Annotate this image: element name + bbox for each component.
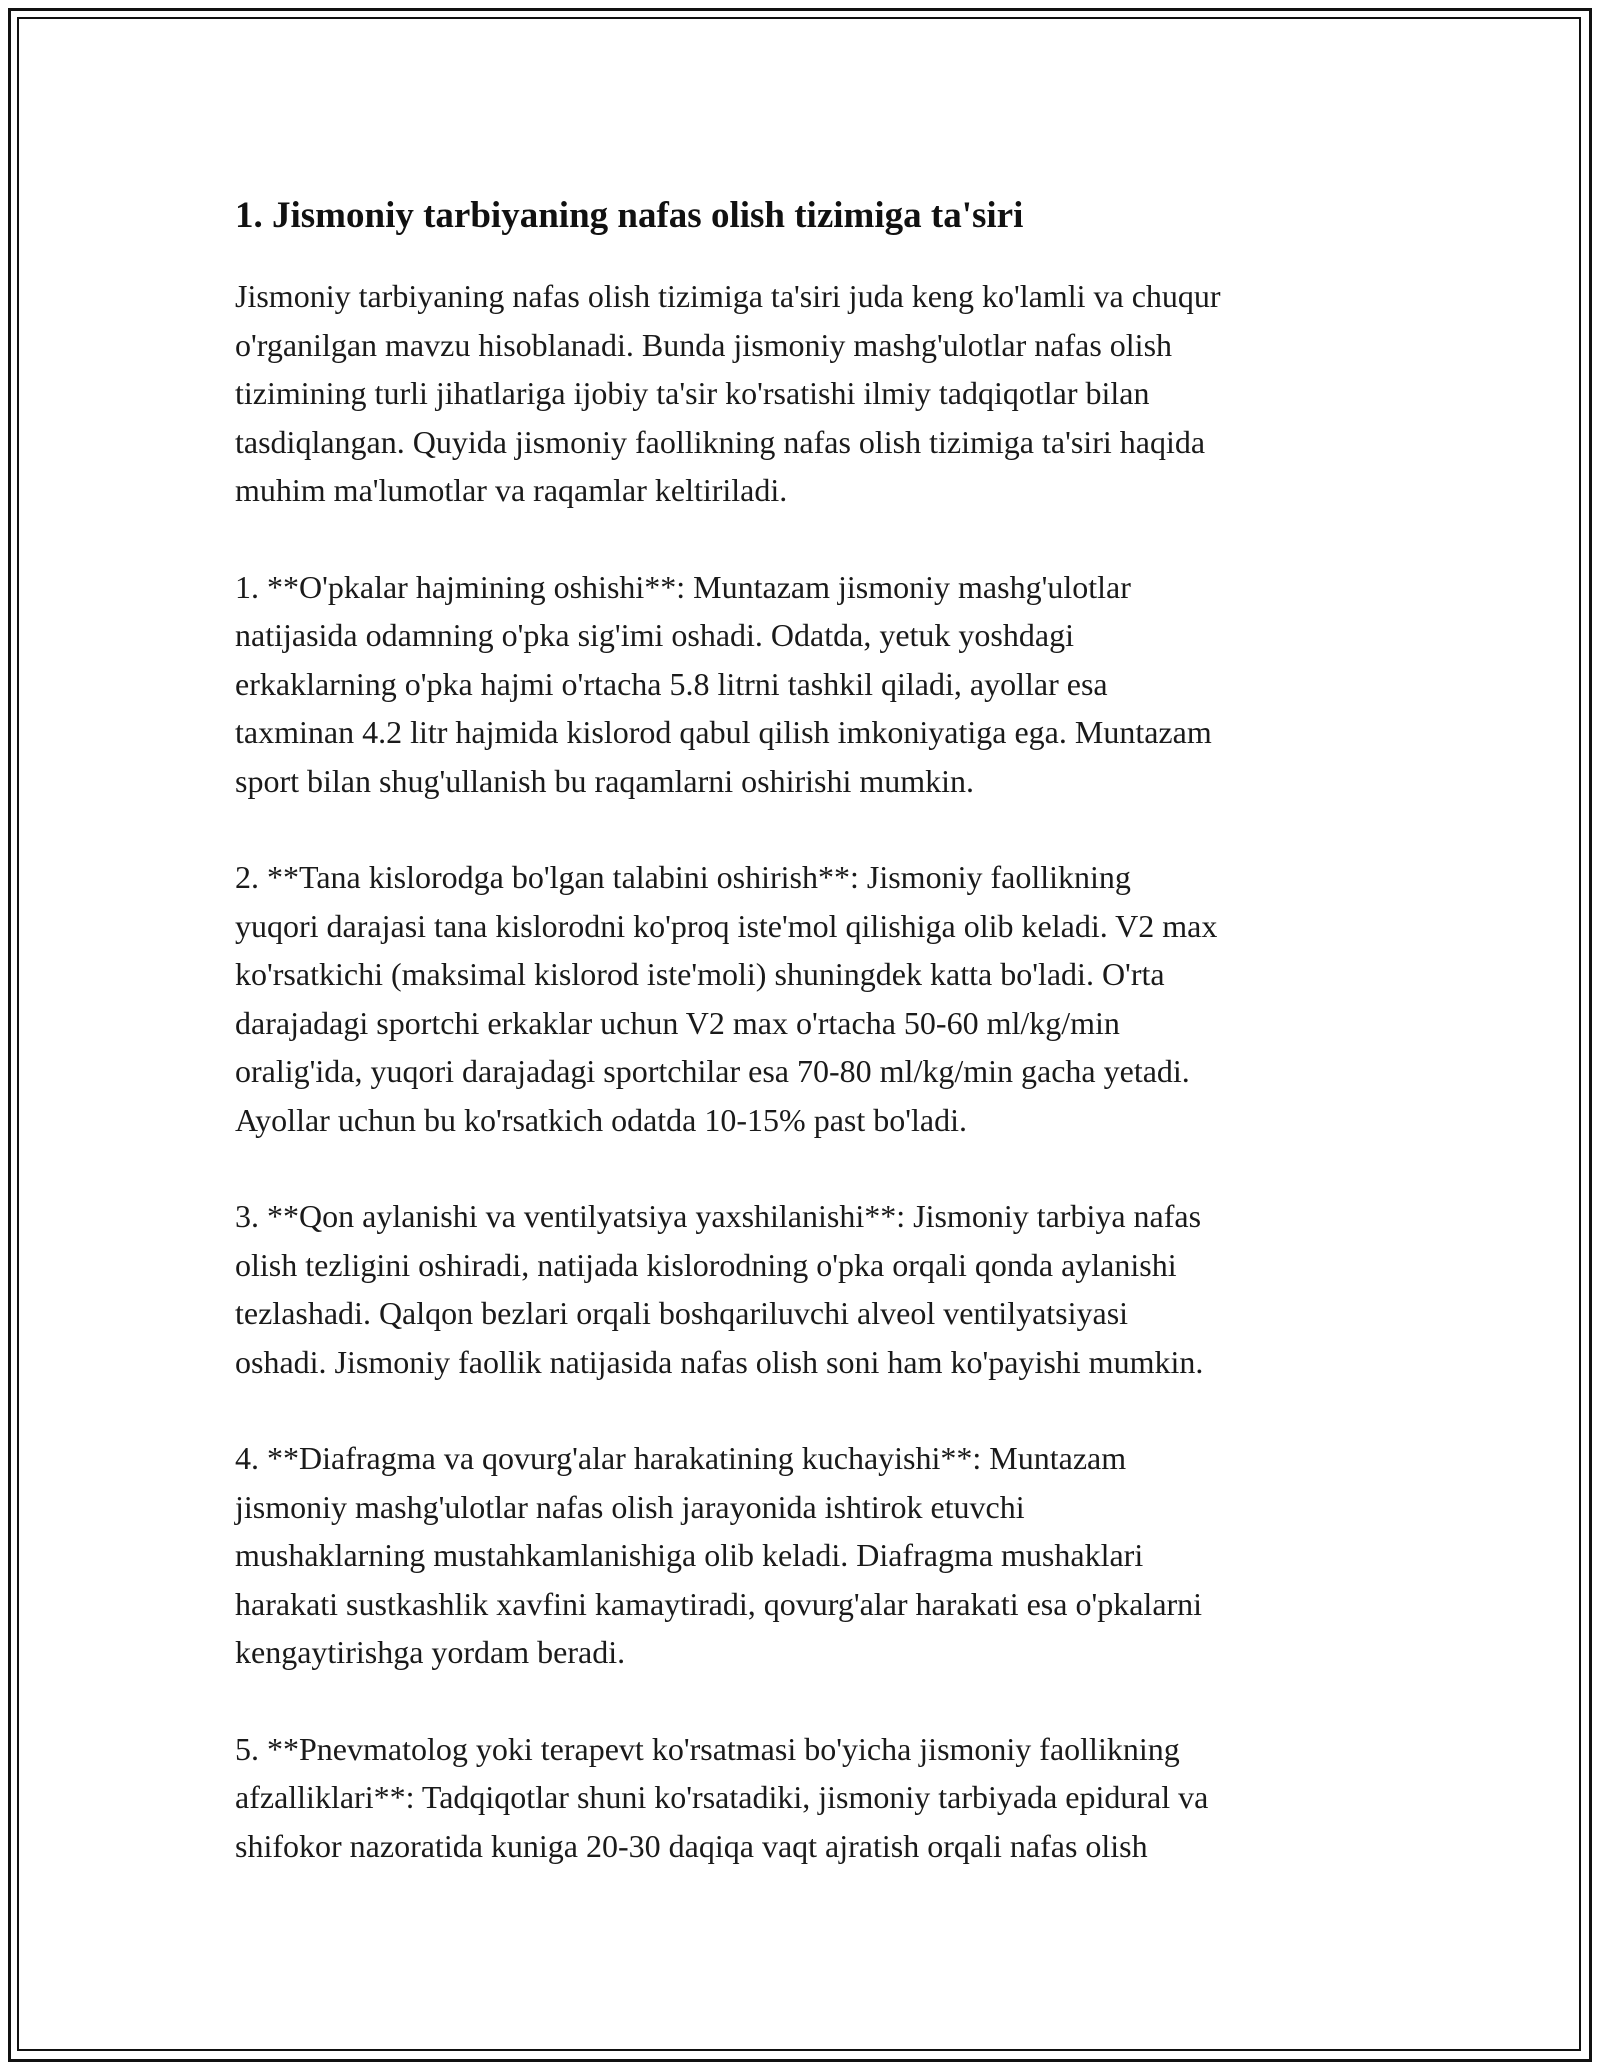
text-line: shifokor nazoratida kuniga 20-30 daqiqa vaqt ajratish orqali nafas olish (235, 1827, 1148, 1864)
paragraph-point-1 (235, 563, 1375, 806)
text-line: 2. **Tana kislorodga bo'lgan talabini oshirish**: Jismoniy faollikning (235, 859, 1131, 895)
text-line: ko'rsatkichi (maksimal kislorod iste'moli) shuningdek katta bo'ladi. O'rta (235, 956, 1165, 992)
text-line: mushaklarning mustahkamlanishiga olib keladi. Diafragma mushaklari (235, 1537, 1144, 1573)
text-line: 5. **Pnevmatolog yoki terapevt ko'rsatmasi bo'yicha jismoniy faollikning (235, 1730, 1180, 1767)
text-line: natijasida odamning o'pka sig'imi oshadi. Odatda, yetuk yoshdagi (235, 617, 1074, 653)
text-line: oshadi. Jismoniy faollik natijasida nafas olish soni ham ko'payishi mumkin. (235, 1343, 1204, 1380)
text-line: erkaklarning o'pka hajmi o'rtacha 5.8 litrni tashkil qiladi, ayollar esa (235, 665, 1108, 702)
paragraph-point-2 (235, 853, 1375, 1144)
document-body (235, 188, 1375, 1918)
paragraph-point-5 (235, 1725, 1375, 1871)
text-line: kengaytirishga yordam beradi. (235, 1634, 626, 1670)
text-line: afzalliklari**: Tadqiqotlar shuni ko'rsatadiki, jismoniy tarbiyada epidural va (235, 1779, 1209, 1815)
paragraph-intro (235, 272, 1375, 515)
text-line: Jismoniy tarbiyaning nafas olish tizimiga ta'siri juda keng ko'lamli va chuqur (235, 278, 1221, 314)
text-line: Ayollar uchun bu ko'rsatkich odatda 10-15% past bo'ladi. (235, 1101, 967, 1138)
text-line: harakati sustkashlik xavfini kamaytiradi, qovurg'alar harakati esa o'pkalarni (235, 1585, 1203, 1622)
text-line: taxminan 4.2 litr hajmida kislorod qabul qilish imkoniyatiga ega. Muntazam (235, 714, 1212, 750)
text-line: jismoniy mashg'ulotlar nafas olish jarayonida ishtirok etuvchi (235, 1488, 1025, 1525)
text-line: muhim ma'lumotlar va raqamlar keltiriladi. (235, 472, 788, 508)
paragraph-point-4 (235, 1434, 1375, 1677)
text-line: 4. **Diafragma va qovurg'alar harakatining kuchayishi**: Muntazam (235, 1440, 1127, 1476)
text-line: 3. **Qon aylanishi va ventilyatsiya yaxshilanishi**: Jismoniy tarbiya nafas (235, 1198, 1202, 1234)
text-line: oralig'ida, yuqori darajadagi sportchilar esa 70-80 ml/kg/min gacha yetadi. (235, 1053, 1190, 1089)
text-line: tasdiqlangan. Quyida jismoniy faollikning nafas olish tizimiga ta'siri haqida (235, 423, 1206, 460)
section-heading: 1. Jismoniy tarbiyaning nafas olish tizimiga ta'siri (235, 195, 1024, 236)
text-line: tizimining turli jihatlariga ijobiy ta'sir ko'rsatishi ilmiy tadqiqotlar bilan (235, 375, 1150, 411)
text-line: o'rganilgan mavzu hisoblanadi. Bunda jismoniy mashg'ulotlar nafas olish (235, 326, 1173, 363)
text-line: 1. **O'pkalar hajmining oshishi**: Muntazam jismoniy mashg'ulotlar (235, 568, 1131, 605)
text-line: sport bilan shug'ullanish bu raqamlarni oshirishi mumkin. (235, 762, 975, 799)
text-line: darajadagi sportchi erkaklar uchun V2 max o'rtacha 50-60 ml/kg/min (235, 1004, 1120, 1041)
text-line: tezlashadi. Qalqon bezlari orqali boshqariluvchi alveol ventilyatsiyasi (235, 1295, 1129, 1331)
text-line: yuqori darajasi tana kislorodni ko'proq iste'mol qilishiga olib keladi. V2 max (235, 907, 1218, 944)
text-line: olish tezligini oshiradi, natijada kislorodning o'pka orqali qonda aylanishi (235, 1246, 1177, 1283)
paragraph-point-3 (235, 1192, 1375, 1386)
